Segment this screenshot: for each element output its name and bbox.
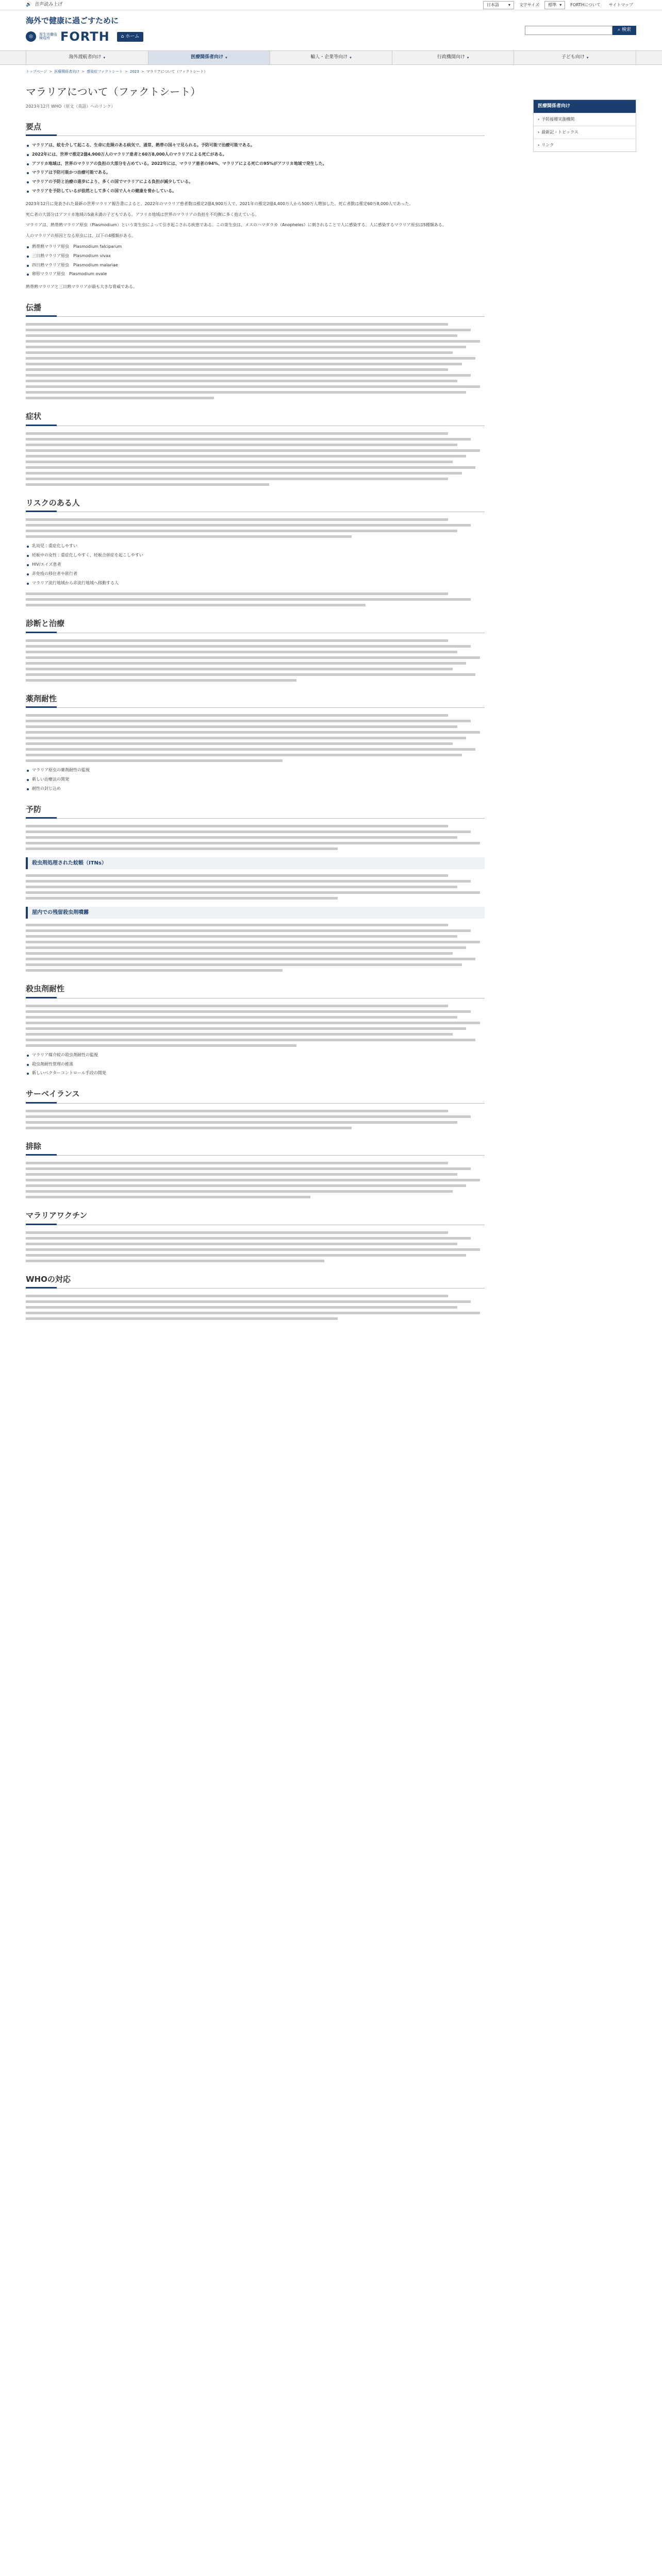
- section-heading-risk: リスクのある人: [26, 497, 485, 513]
- text-line: [26, 1010, 471, 1013]
- body-text-block: [26, 592, 485, 606]
- text-line: [26, 1121, 457, 1124]
- site-logo[interactable]: [26, 15, 143, 46]
- gnav-item-2[interactable]: 輸入・企業等向け ▾: [270, 51, 392, 64]
- text-line: [26, 1115, 471, 1118]
- paragraph: 熱帯熱マラリアと三日熱マラリアが最も大きな脅威である。: [26, 284, 137, 290]
- text-line: [26, 1022, 480, 1024]
- text-line: [26, 478, 448, 480]
- text-line: [26, 737, 466, 739]
- text-size-label: 文字サイズ: [519, 2, 540, 7]
- text-line: [26, 1312, 480, 1314]
- text-line: [26, 754, 462, 756]
- risk-item: HIV/エイズ患者: [26, 562, 485, 568]
- risk-item: 非免疫の移住者や旅行者: [26, 571, 485, 578]
- text-line: [26, 438, 471, 440]
- page-title: マラリアについて（ファクトシート）: [26, 85, 201, 98]
- section-heading-prevention: 予防: [26, 804, 485, 819]
- chevron-right-icon: ›: [538, 143, 540, 147]
- text-line: [26, 645, 471, 648]
- text-line: [26, 1317, 338, 1320]
- home-button[interactable]: ⌂ ホーム: [117, 32, 144, 42]
- body-text-block: [26, 323, 485, 399]
- text-line: [26, 397, 214, 399]
- section-heading-surveillance: サーベイランス: [26, 1088, 485, 1104]
- text-line: [26, 825, 448, 827]
- body-text-block: [26, 1231, 485, 1262]
- text-line: [26, 340, 480, 343]
- text-line: [26, 1027, 466, 1030]
- body-text-block: [26, 1295, 485, 1320]
- keypoint-item: 2022年には、世界で推定2億4,900万人のマラリア患者と60万8,000人のマラリアによる死亡がある。: [26, 151, 485, 158]
- insecticide-item: 新しいベクターコントロール手段の開発: [26, 1070, 485, 1077]
- text-line: [26, 897, 338, 900]
- text-line: [26, 1306, 457, 1309]
- text-line: [26, 518, 448, 521]
- text-line: [26, 848, 338, 850]
- voice-reader[interactable]: [26, 2, 62, 9]
- insecticide-list: [26, 1052, 485, 1077]
- text-line: [26, 946, 466, 949]
- chevron-down-icon: ▾: [103, 55, 106, 60]
- species-item: 卵形マラリア原虫 Plasmodium ovale: [26, 271, 485, 278]
- chevron-down-icon: ▾: [467, 55, 469, 60]
- paragraph: 2023年12月に発表された最新の世界マラリア報告書によると、2022年のマラリア患者数は推定2億4,900万人で、2021年の推定2億4,400万人から500万人増加した。死亡者数は推定60万8,000人であった。: [26, 201, 413, 206]
- chevron-down-icon: ▾: [559, 2, 562, 7]
- text-line: [26, 1167, 471, 1170]
- mhlw-emblem-icon: ◎: [26, 31, 36, 42]
- text-line: [26, 329, 471, 331]
- page-meta: 2023年12月 WHO（原文（英語）へのリンク）: [26, 104, 115, 109]
- text-line: [26, 1005, 448, 1007]
- logo-text: FORTH: [60, 29, 110, 44]
- species-item: 三日熱マラリア原虫 Plasmodium vivax: [26, 253, 485, 260]
- house-icon: ⌂: [121, 33, 126, 39]
- text-line: [26, 880, 471, 883]
- section-heading-transmission: 伝播: [26, 302, 485, 317]
- text-line: [26, 1248, 480, 1251]
- gnav-item-3[interactable]: 行政機関向け ▾: [392, 51, 515, 64]
- breadcrumb-separator: >: [49, 70, 53, 74]
- text-line: [26, 874, 448, 877]
- drug-resistance-list: [26, 767, 485, 792]
- text-line: [26, 679, 296, 682]
- text-line: [26, 592, 448, 595]
- text-line: [26, 831, 471, 833]
- text-line: [26, 604, 366, 606]
- text-line: [26, 1254, 466, 1257]
- text-line: [26, 1237, 471, 1240]
- body-text-block: [26, 432, 485, 486]
- gnav-item-0[interactable]: 海外渡航者向け ▾: [26, 51, 148, 64]
- text-line: [26, 941, 480, 943]
- search-input[interactable]: [525, 26, 613, 35]
- text-line: [26, 1196, 310, 1198]
- text-line: [26, 449, 480, 452]
- text-line: [26, 969, 283, 972]
- keypoint-item: マラリアは、蚊を介して起こる、生命に危険のある病気で、通常、熱帯の国々で見られる。予防可能で治療可能である。: [26, 142, 485, 149]
- text-line: [26, 1033, 453, 1036]
- breadcrumb: [0, 65, 662, 79]
- about-link[interactable]: FORTHについて: [570, 2, 601, 7]
- text-line: [26, 935, 457, 938]
- keypoint-item: マラリアの予防と治療の進歩により、多くの国でマラリアによる負担が減少している。: [26, 179, 485, 185]
- voice-reader-label: 音声読み上げ: [35, 2, 63, 7]
- chevron-down-icon: ▾: [508, 2, 510, 7]
- keypoint-item: アフリカ地域は、世界のマラリアの負担の大部分を占めている。2022年には、マラリア患者の94%、マラリアによる死亡の95%がアフリカ地域で発生した。: [26, 161, 485, 167]
- text-line: [26, 380, 457, 382]
- species-item: 熱帯熱マラリア原虫 Plasmodium falciparum: [26, 244, 485, 250]
- section-heading-who-response: WHOの対応: [26, 1274, 485, 1289]
- body-text-block: [26, 518, 485, 538]
- risk-item: 妊娠中の女性：重症化しやすく、妊娠合併症を起こしやすい: [26, 552, 485, 559]
- text-line: [26, 668, 453, 670]
- paragraph: マラリアは、熱帯熱マラリア原虫（Plasmodium）という寄生虫によって引き起こされる疾患である。この寄生虫は、メスのハマダラカ（Anopheles）に刺されることで人に感染する。人に感染するマラリア原虫は5種類ある。: [26, 223, 446, 228]
- text-line: [26, 346, 466, 348]
- text-line: [26, 886, 457, 888]
- text-line: [26, 524, 471, 527]
- subheading-irs: 屋内での残留殺虫剤噴霧: [26, 907, 485, 919]
- language-select[interactable]: 日本語 ▾: [483, 1, 514, 9]
- text-line: [26, 535, 352, 538]
- breadcrumb-item[interactable]: 2023: [129, 70, 139, 74]
- text-line: [26, 1243, 457, 1245]
- text-line: [26, 357, 475, 360]
- section-heading-diagnosis: 診断と治療: [26, 618, 485, 633]
- resistance-item: マラリア原虫の薬剤耐性の監視: [26, 767, 485, 774]
- global-nav: [0, 50, 662, 65]
- text-line: [26, 1179, 480, 1181]
- text-line: [26, 1110, 448, 1112]
- text-line: [26, 466, 475, 469]
- text-line: [26, 748, 475, 751]
- sidebar-item-1[interactable]: › 最新記・トピックス: [534, 126, 636, 139]
- text-line: [26, 461, 453, 463]
- text-line: [26, 725, 457, 728]
- main-content: [26, 79, 485, 1326]
- text-line: [26, 1231, 448, 1234]
- text-line: [26, 836, 457, 839]
- section-heading-symptoms: 症状: [26, 411, 485, 426]
- text-line: [26, 929, 471, 932]
- section-heading-elimination: 排除: [26, 1141, 485, 1156]
- breadcrumb-item: マラリアについて（ファクトシート）: [146, 70, 208, 74]
- text-size-select[interactable]: 標準 ▾: [544, 1, 565, 9]
- text-line: [26, 952, 453, 955]
- text-line: [26, 351, 453, 354]
- text-line: [26, 720, 471, 722]
- body-text-block: [26, 924, 485, 972]
- text-line: [26, 363, 462, 365]
- text-line: [26, 958, 475, 960]
- text-line: [26, 759, 283, 762]
- text-line: [26, 323, 448, 326]
- gnav-item-4[interactable]: 子ども向け ▾: [514, 51, 636, 64]
- text-line: [26, 731, 480, 734]
- text-line: [26, 432, 448, 435]
- body-text-block: [26, 1110, 485, 1129]
- chevron-right-icon: ›: [538, 130, 540, 134]
- paragraph: 人のマラリアの原因となる原虫には、以下の4種類がある。: [26, 233, 136, 239]
- subheading-itns: 殺虫剤処理された蚊帳（ITNs）: [26, 857, 485, 869]
- text-line: [26, 651, 457, 653]
- text-line: [26, 714, 448, 717]
- text-line: [26, 891, 480, 894]
- resistance-item: 耐性の封じ込め: [26, 786, 485, 792]
- text-line: [26, 391, 466, 394]
- text-line: [26, 662, 466, 665]
- section-heading-drug-resistance: 薬剤耐性: [26, 693, 485, 708]
- text-line: [26, 455, 466, 457]
- section-heading-insecticide-resistance: 殺虫剤耐性: [26, 983, 485, 998]
- text-line: [26, 1260, 324, 1262]
- sidebar-title[interactable]: 医療関係者向け: [534, 100, 636, 113]
- text-line: [26, 472, 462, 474]
- gnav-item-1[interactable]: 医療関係者向け ▾: [148, 51, 271, 64]
- breadcrumb-separator: >: [125, 70, 128, 74]
- text-line: [26, 656, 480, 659]
- utility-bar: [0, 0, 662, 10]
- text-line: [26, 1184, 466, 1187]
- text-line: [26, 385, 480, 388]
- body-text-block: [26, 1162, 485, 1198]
- text-line: [26, 1044, 296, 1047]
- body-text-block: [26, 1005, 485, 1047]
- keypoints-list: [26, 142, 485, 195]
- text-line: [26, 924, 448, 926]
- keypoint-item: マラリアは予防可能かつ治療可能である。: [26, 170, 485, 176]
- text-line: [26, 842, 480, 844]
- risk-item: 乳幼児：重症化しやすい: [26, 543, 485, 550]
- resistance-item: 新しい治療法の開発: [26, 776, 485, 783]
- keypoint-item: マラリアを予防しているが依然として多くの国で人々の健康を脅かしている。: [26, 188, 485, 195]
- risk-item: マラリア流行地域から非流行地域へ移動する人: [26, 580, 485, 587]
- body-text-block: [26, 825, 485, 850]
- chevron-down-icon: ▾: [225, 55, 227, 60]
- sidebar: [533, 79, 636, 1326]
- text-line: [26, 1190, 453, 1193]
- site-header: [0, 10, 662, 50]
- text-line: [26, 639, 448, 642]
- risk-list: [26, 543, 485, 586]
- chevron-down-icon: ▾: [586, 55, 589, 60]
- breadcrumb-item[interactable]: 感染症ファクトシート: [87, 70, 123, 74]
- breadcrumb-item[interactable]: トップページ: [26, 70, 47, 74]
- text-line: [26, 368, 448, 371]
- insecticide-item: マラリア媒介蚊の殺虫剤耐性の監視: [26, 1052, 485, 1059]
- breadcrumb-separator: >: [141, 70, 144, 74]
- sitemap-link[interactable]: サイトマップ: [608, 2, 633, 7]
- chevron-down-icon: ▾: [350, 55, 352, 60]
- species-item: 四日熱マラリア原虫 Plasmodium malariae: [26, 262, 485, 269]
- text-line: [26, 673, 475, 676]
- tagline: 海外で健康に過ごすために: [26, 15, 119, 25]
- search-button[interactable]: ⌕ 検索: [613, 26, 636, 35]
- org-line-1: 厚生労働省: [39, 32, 57, 37]
- insecticide-item: 殺虫剤耐性管理の推進: [26, 1061, 485, 1068]
- body-text-block: [26, 639, 485, 682]
- speaker-icon: 🔊: [26, 2, 32, 7]
- text-line: [26, 742, 453, 745]
- text-line: [26, 1016, 457, 1019]
- text-line: [26, 1162, 448, 1164]
- text-line: [26, 483, 269, 486]
- search-icon: ⌕: [617, 27, 620, 33]
- section-heading-vaccine: マラリアワクチン: [26, 1210, 485, 1225]
- text-line: [26, 444, 457, 446]
- breadcrumb-item[interactable]: 医療関係者向け: [54, 70, 80, 74]
- text-line: [26, 598, 471, 601]
- body-text-block: [26, 874, 485, 900]
- text-line: [26, 1295, 448, 1297]
- sidebar-item-0[interactable]: › 予防接種実施機関: [534, 113, 636, 126]
- section-heading-keypoints: 要点: [26, 121, 485, 137]
- text-line: [26, 334, 457, 337]
- text-line: [26, 963, 462, 966]
- body-text-block: [26, 714, 485, 762]
- text-line: [26, 530, 457, 532]
- species-list: [26, 244, 485, 278]
- text-line: [26, 374, 471, 377]
- breadcrumb-separator: >: [81, 70, 85, 74]
- paragraph: 死亡者の大部分はアフリカ地域の5歳未満の子どもである。アフリカ地域は世界のマラリアの負担を不均衡に多く抱えている。: [26, 212, 259, 217]
- text-line: [26, 1300, 471, 1303]
- text-line: [26, 1173, 457, 1176]
- sidebar-item-2[interactable]: › リンク: [534, 139, 636, 151]
- org-line-2: 検疫所: [39, 36, 50, 41]
- text-line: [26, 1127, 352, 1129]
- chevron-right-icon: ›: [538, 117, 540, 122]
- text-line: [26, 1039, 475, 1041]
